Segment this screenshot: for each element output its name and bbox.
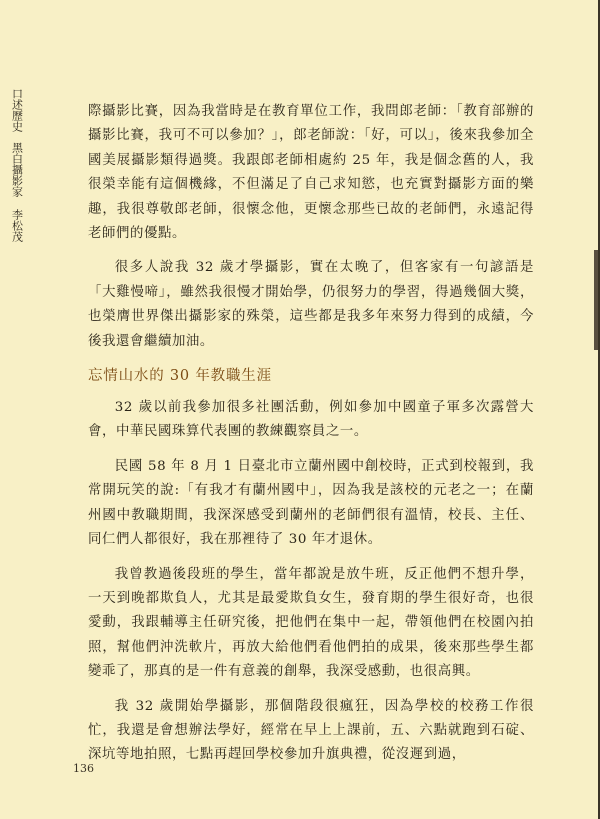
page-edge-tab — [594, 250, 598, 350]
running-head-series: 口述歷史 — [10, 88, 24, 132]
running-head — [9, 88, 25, 242]
body-paragraph-3: 32 歲以前我參加很多社團活動，例如參加中國童子軍多次露營大會，中華民國珠算代表團的教練觀察員之一。 — [88, 400, 534, 440]
section-heading: 忘情山水的 30 年教職生涯 — [88, 368, 272, 385]
body-paragraph-6: 我 32 歲開始學攝影，那個階段很瘋狂，因為學校的校務工作很忙，我還是會想辦法學好，經常在早上上課前，五、六點就跑到石碇、深坑等地拍照，七點再趕回學校參加升旗典禮，從沒遲到過， — [88, 698, 534, 763]
body-paragraph-1: 際攝影比賽，因為我當時是在教育單位工作，我問郎老師：「教育部辦的攝影比賽，我可不可以參加？」，郎老師說：「好，可以」，後來我參加全國美展攝影類得過獎。我跟郎老師相處約 25 年，我是個念舊的人，我很榮幸能有這個機緣，不但滿足了自己求知慾，也充實對攝影方面的樂趣，我很尊敬郎老師，很懷念他，更懷念那些已故的老師們，永遠記得老師們的優點。 — [88, 104, 534, 242]
body-paragraph-5: 我曾教過後段班的學生，當年都說是放牛班，反正他們不想升學，一天到晚都欺負人，尤其是最愛欺負女生，發育期的學生很好奇，也很愛動，我跟輔導主任研究後，把他們在集中一起，帶領他們在校園內拍照，幫他們沖洗軟片，再放大給他們看他們拍的成果，後來那些學生都變乖了，那真的是一件有意義的創舉，我深受感動，也很高興。 — [88, 566, 534, 680]
page-body — [88, 100, 534, 768]
running-head-book-title: 黑白攝影家 — [10, 142, 24, 197]
body-paragraph-2: 很多人說我 32 歲才學攝影，實在太晚了，但客家有一句諺語是「大雞慢啼」，雖然我很慢才開始學，仍很努力的學習，得過幾個大獎，也榮膺世界傑出攝影家的殊榮，這些都是我多年來努力得到的成績，今後我還會繼續加油。 — [88, 260, 534, 349]
body-paragraph-4: 民國 58 年 8 月 1 日臺北市立蘭州國中創校時，正式到校報到，我常開玩笑的說:「有我才有蘭州國中」，因為我是該校的元老之一；在蘭州國中教職期間，我深深感受到蘭州的老師們很有溫情，校長、主任、同仁們人都很好，我在那裡待了 30 年才退休。 — [88, 458, 534, 548]
running-head-author: 李松茂 — [10, 209, 24, 242]
page-number: 136 — [73, 762, 94, 775]
